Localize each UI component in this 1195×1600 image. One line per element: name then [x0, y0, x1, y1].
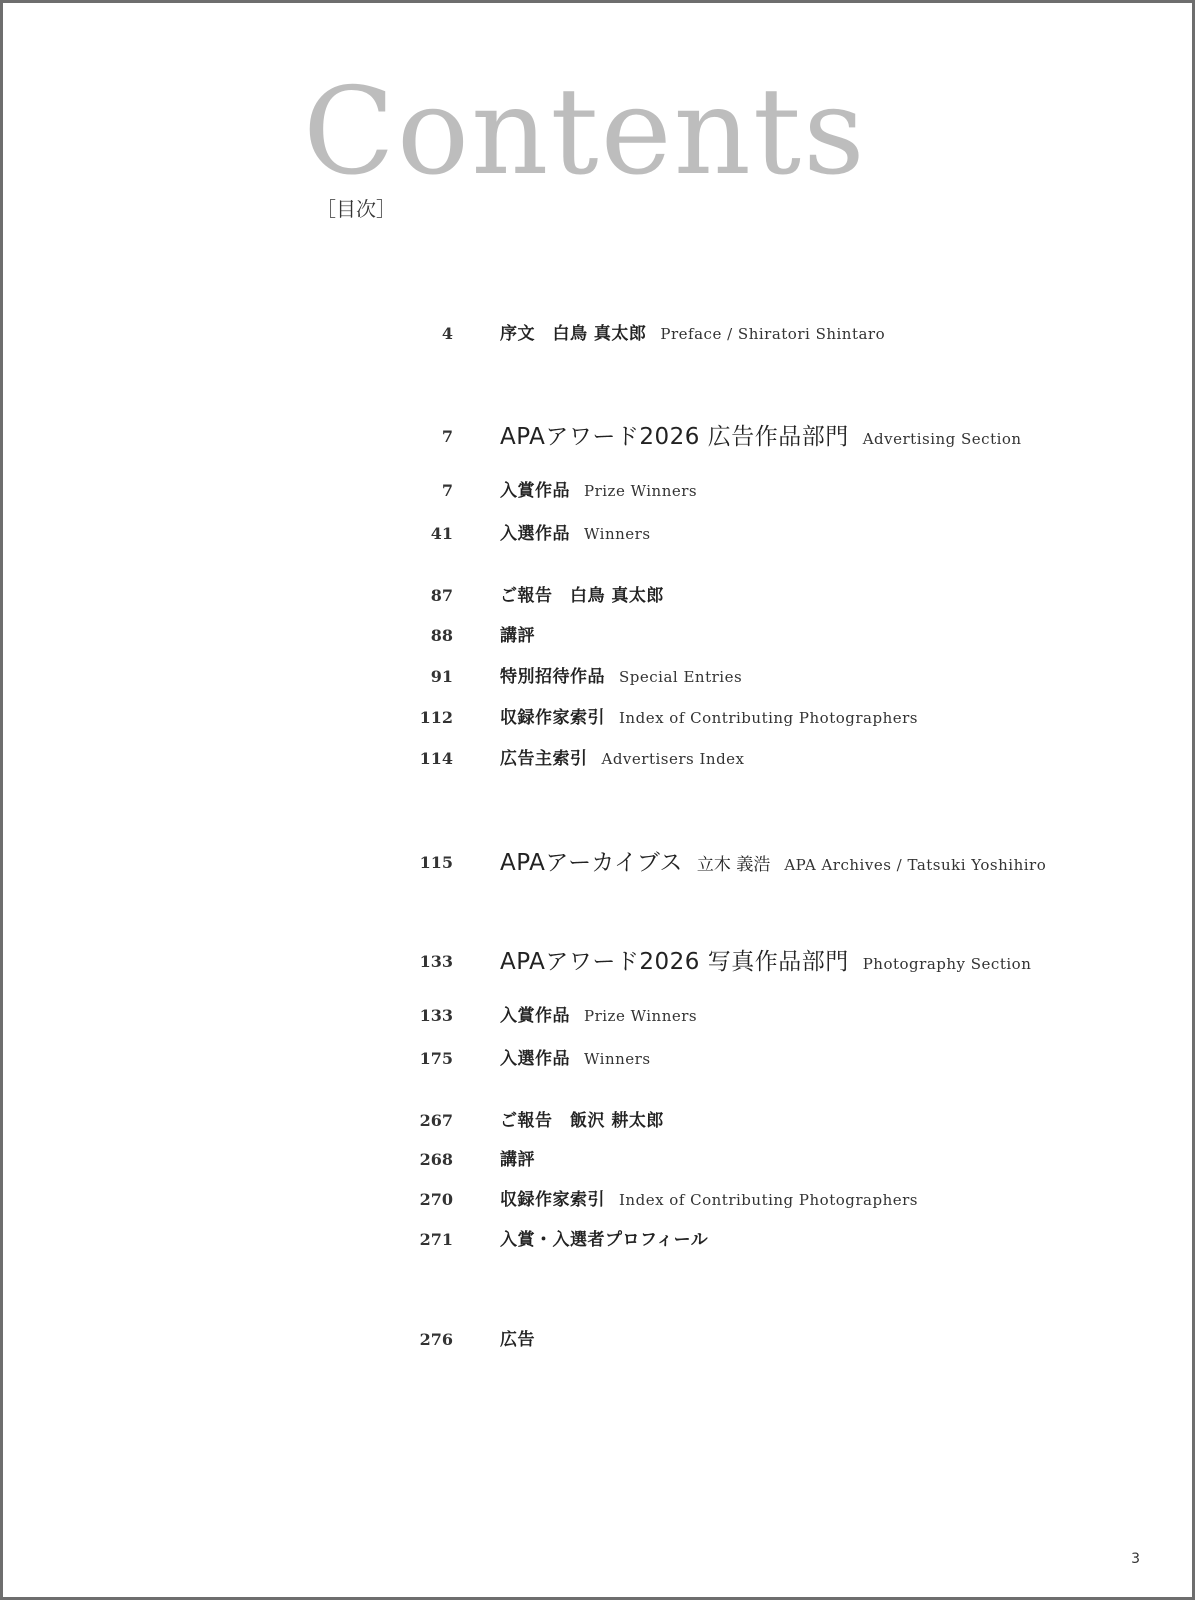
- toc-page-number: 115: [419, 853, 453, 872]
- toc-title-jp: 入賞作品: [500, 1006, 570, 1026]
- folio-page-number: 3: [1131, 1551, 1140, 1567]
- toc-page-number: 133: [419, 1006, 453, 1025]
- toc-title-jp: 入選作品: [500, 1049, 570, 1069]
- toc-entry-photo-photographers-index[interactable]: [3, 1185, 1193, 1215]
- toc-page-number: 271: [419, 1230, 453, 1249]
- toc-title-en: Winners: [584, 525, 651, 543]
- toc-title-en: Advertisers Index: [601, 750, 745, 768]
- toc-entry-adv-prize-winners[interactable]: [3, 476, 1193, 506]
- toc-entry-winner-profiles[interactable]: [3, 1225, 1193, 1255]
- toc-entry-photo-review[interactable]: [3, 1145, 1193, 1175]
- page-title: Contents: [303, 63, 867, 202]
- toc-author-jp: 立木 義浩: [696, 855, 771, 875]
- toc-title-jp: 広告: [500, 1330, 535, 1350]
- toc-title-jp: 入賞作品: [500, 481, 570, 501]
- toc-entry-photo-report[interactable]: [3, 1106, 1193, 1136]
- toc-entry-adv-report[interactable]: [3, 581, 1193, 611]
- toc-entry-photography-section[interactable]: [3, 947, 1193, 977]
- toc-title-jp: 講評: [500, 1150, 535, 1170]
- toc-page-number: 133: [419, 952, 453, 971]
- toc-page-number: 112: [419, 708, 453, 727]
- toc-page-number: 268: [419, 1150, 453, 1169]
- toc-entry-preface[interactable]: [3, 319, 1193, 349]
- toc-page-number: 87: [430, 586, 453, 605]
- toc-title-en: Preface / Shiratori Shintaro: [660, 325, 886, 343]
- toc-page-number: 270: [419, 1190, 453, 1209]
- toc-entry-photo-winners[interactable]: [3, 1044, 1193, 1074]
- toc-title-jp: APAアワード2026 写真作品部門: [500, 949, 849, 975]
- toc-title-jp: 収録作家索引: [500, 708, 605, 728]
- toc-page-number: 88: [430, 626, 453, 645]
- toc-page-number: 4: [441, 324, 453, 343]
- toc-entry-advertisers-index[interactable]: [3, 744, 1193, 774]
- toc-title-jp: 収録作家索引: [500, 1190, 605, 1210]
- toc-entry-adv-photographers-index[interactable]: [3, 703, 1193, 733]
- toc-page-number: 114: [419, 749, 453, 768]
- toc-title-jp: 広告主索引: [500, 749, 588, 769]
- toc-title-en: Winners: [584, 1050, 651, 1068]
- toc-title-jp: APAアワード2026 広告作品部門: [500, 424, 849, 450]
- toc-entry-special-entries[interactable]: [3, 662, 1193, 692]
- toc-entry-apa-archives[interactable]: [3, 848, 1193, 878]
- toc-title-en: APA Archives / Tatsuki Yoshihiro: [784, 856, 1047, 874]
- toc-entry-adv-review[interactable]: [3, 621, 1193, 651]
- toc-entry-advertising-section[interactable]: [3, 422, 1193, 452]
- toc-title-en: Prize Winners: [584, 482, 698, 500]
- toc-page-number: 7: [441, 427, 453, 446]
- toc-title-en: Photography Section: [862, 955, 1032, 973]
- toc-page-number: 267: [419, 1111, 453, 1130]
- toc-title-jp: 入選作品: [500, 524, 570, 544]
- toc-page-number: 91: [430, 667, 453, 686]
- toc-title-jp: 講評: [500, 626, 535, 646]
- toc-title-en: Index of Contributing Photographers: [619, 709, 918, 727]
- toc-page-number: 276: [419, 1330, 453, 1349]
- toc-title-jp: ご報告 白鳥 真太郎: [500, 586, 664, 606]
- toc-page-number: 41: [430, 524, 453, 543]
- toc-title-jp: APAアーカイブス: [500, 850, 683, 876]
- toc-title-en: Advertising Section: [862, 430, 1022, 448]
- toc-title-en: Prize Winners: [584, 1007, 698, 1025]
- toc-title-en: Special Entries: [619, 668, 743, 686]
- toc-entry-photo-prize-winners[interactable]: [3, 1001, 1193, 1031]
- page-subtitle: ［目次］: [316, 197, 396, 221]
- toc-title-jp: ご報告 飯沢 耕太郎: [500, 1111, 664, 1131]
- toc-title-jp: 入賞・入選者プロフィール: [500, 1230, 709, 1250]
- toc-title-en: Index of Contributing Photographers: [619, 1191, 918, 1209]
- toc-title-jp: 序文 白鳥 真太郎: [500, 324, 647, 344]
- toc-entry-adv-winners[interactable]: [3, 519, 1193, 549]
- toc-entry-advertisements[interactable]: [3, 1325, 1193, 1355]
- toc-page-number: 7: [441, 481, 453, 500]
- toc-title-jp: 特別招待作品: [500, 667, 605, 687]
- toc-page-number: 175: [419, 1049, 453, 1068]
